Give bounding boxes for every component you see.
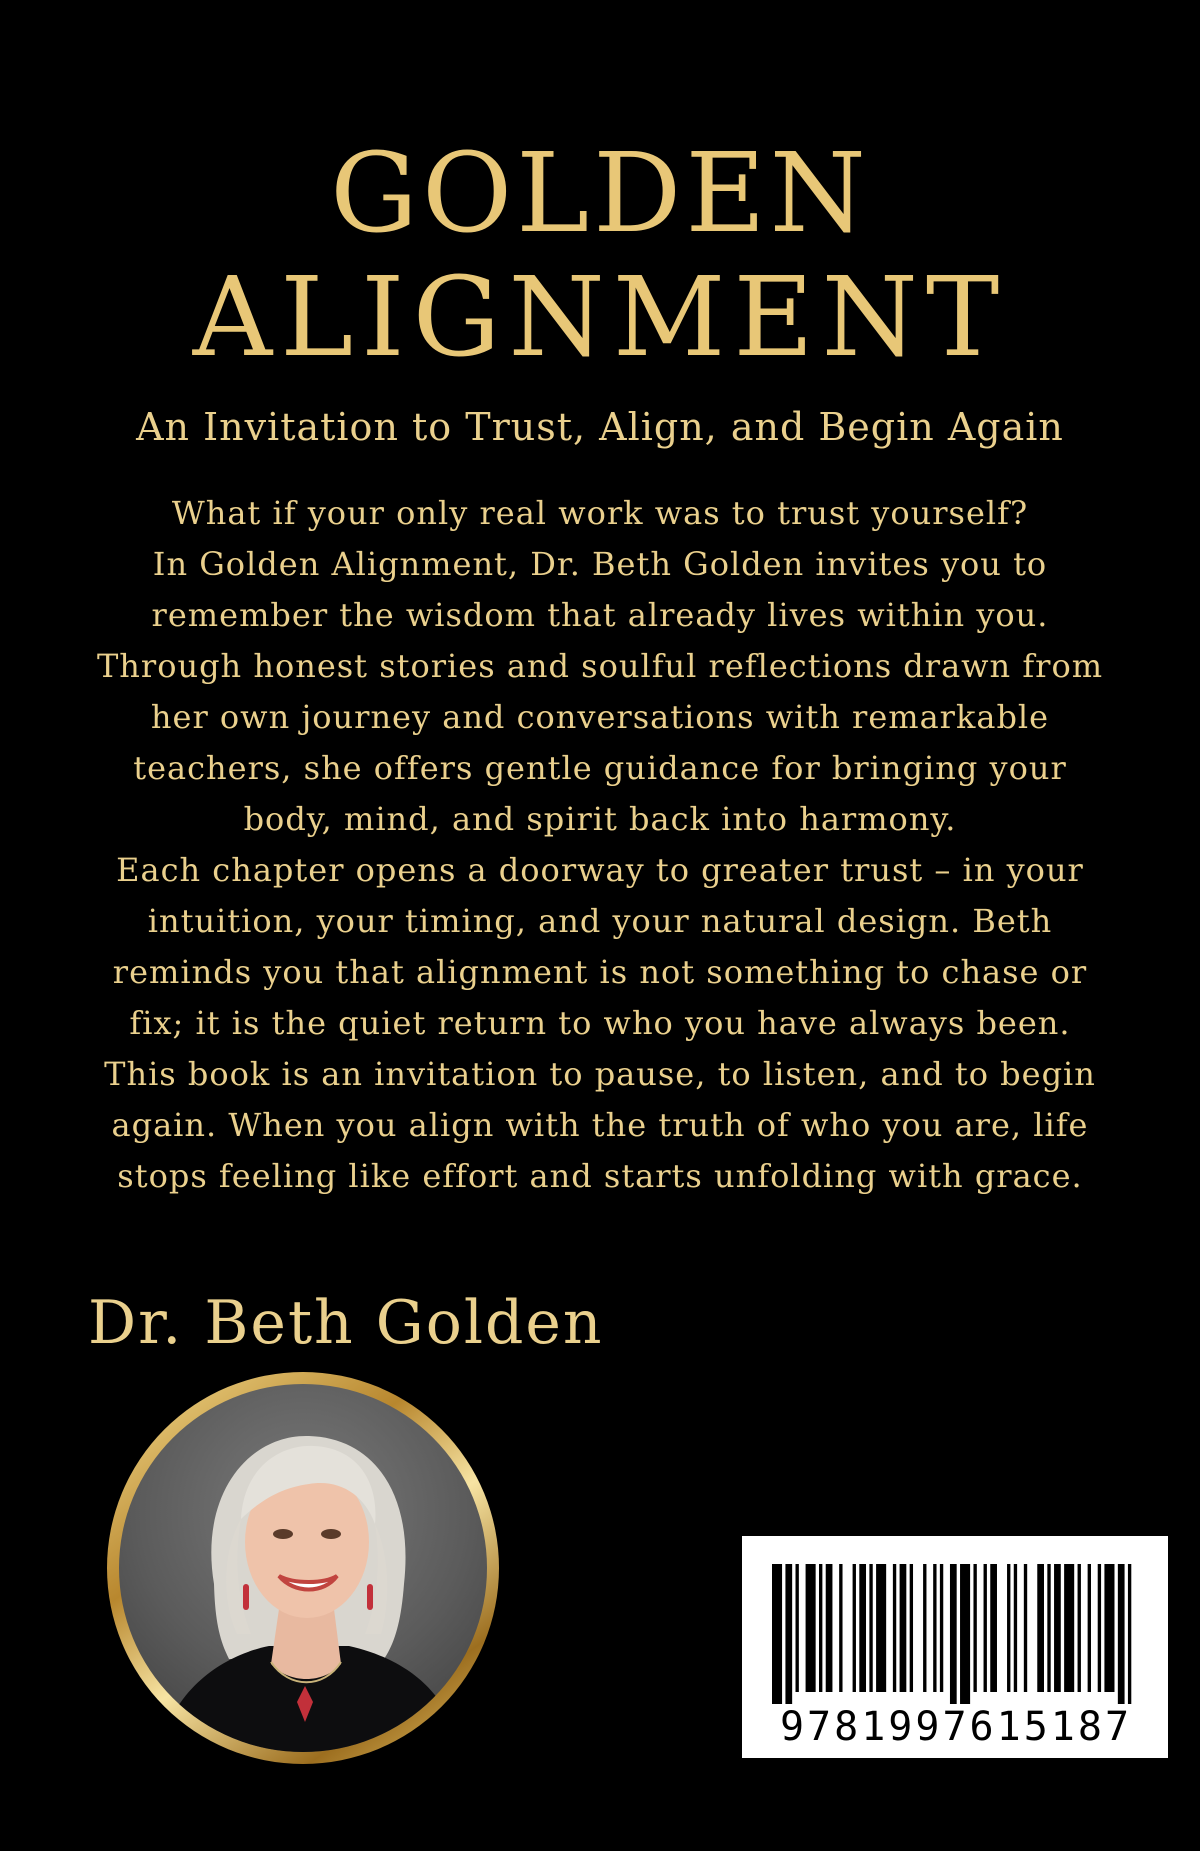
barcode-bar — [853, 1564, 856, 1692]
book-title-line-1: GOLDEN — [330, 129, 870, 257]
barcode-bar — [990, 1564, 997, 1692]
barcode-bar — [859, 1564, 866, 1692]
author-portrait-icon — [119, 1384, 487, 1752]
barcode-bar — [826, 1564, 833, 1692]
book-title-line-2: ALIGNMENT — [192, 253, 1008, 381]
barcode-bar — [1047, 1564, 1050, 1692]
barcode-bar — [973, 1564, 976, 1692]
book-blurb — [90, 488, 1110, 1202]
barcode-bar — [1024, 1564, 1027, 1692]
barcode-bar — [1054, 1564, 1061, 1692]
barcode-bar — [796, 1564, 799, 1692]
blurb-paragraph: Each chapter opens a doorway to greater trust – in your intuition, your timing, and your natural design. Beth reminds you that alignment is not something to chase or fix; it is the quiet return to who you have always been. — [112, 851, 1088, 1042]
barcode-bar — [1104, 1564, 1114, 1692]
barcode-bar — [876, 1564, 886, 1692]
blurb-paragraph: This book is an invitation to pause, to listen, and to begin again. When you align with the truth of who you are, life stops feeling like effort and starts unfolding with grace. — [104, 1055, 1096, 1195]
isbn-number: 9781997615187 — [779, 1704, 1133, 1750]
barcode-bar — [1007, 1564, 1010, 1692]
barcode-bar — [806, 1564, 816, 1692]
barcode-bar — [1088, 1564, 1091, 1692]
barcode-bar — [819, 1564, 822, 1692]
barcode-bar — [1128, 1564, 1131, 1704]
barcode-icon — [772, 1564, 1138, 1704]
barcode-bar — [923, 1564, 926, 1692]
barcode-bar — [933, 1564, 936, 1692]
barcode-bar — [940, 1564, 943, 1692]
barcode-bar — [1098, 1564, 1101, 1692]
author-name: Dr. Beth Golden — [88, 1288, 604, 1358]
barcode-bar — [893, 1564, 896, 1692]
barcode-bar — [772, 1564, 782, 1704]
barcode-bar — [1078, 1564, 1081, 1692]
barcode-bar — [900, 1564, 907, 1692]
barcode-bar — [1037, 1564, 1044, 1692]
barcode-bar — [984, 1564, 987, 1692]
barcode-bar — [785, 1564, 792, 1704]
barcode-bar — [1064, 1564, 1074, 1692]
barcode-bar — [1118, 1564, 1125, 1704]
blurb-paragraph: In Golden Alignment, Dr. Beth Golden invites you to remember the wisdom that already lives within you. Through honest stories and soulful reflections drawn from her own journey and conversations with remarkable teachers, she offers gentle guidance for bringing your body, mind, and spirit back into harmony. — [96, 545, 1104, 838]
barcode-bar — [839, 1564, 842, 1692]
blurb-paragraph: What if your only real work was to trust yourself? — [171, 494, 1029, 532]
barcode-bar — [950, 1564, 957, 1704]
barcode-bar — [960, 1564, 970, 1704]
author-portrait-frame — [107, 1372, 499, 1764]
barcode-bar — [910, 1564, 913, 1692]
book-subtitle: An Invitation to Trust, Align, and Begin Again — [136, 405, 1064, 449]
isbn-barcode — [742, 1536, 1168, 1758]
barcode-bar — [869, 1564, 872, 1692]
barcode-bar — [1014, 1564, 1017, 1692]
author-portrait-illustration — [119, 1384, 487, 1752]
